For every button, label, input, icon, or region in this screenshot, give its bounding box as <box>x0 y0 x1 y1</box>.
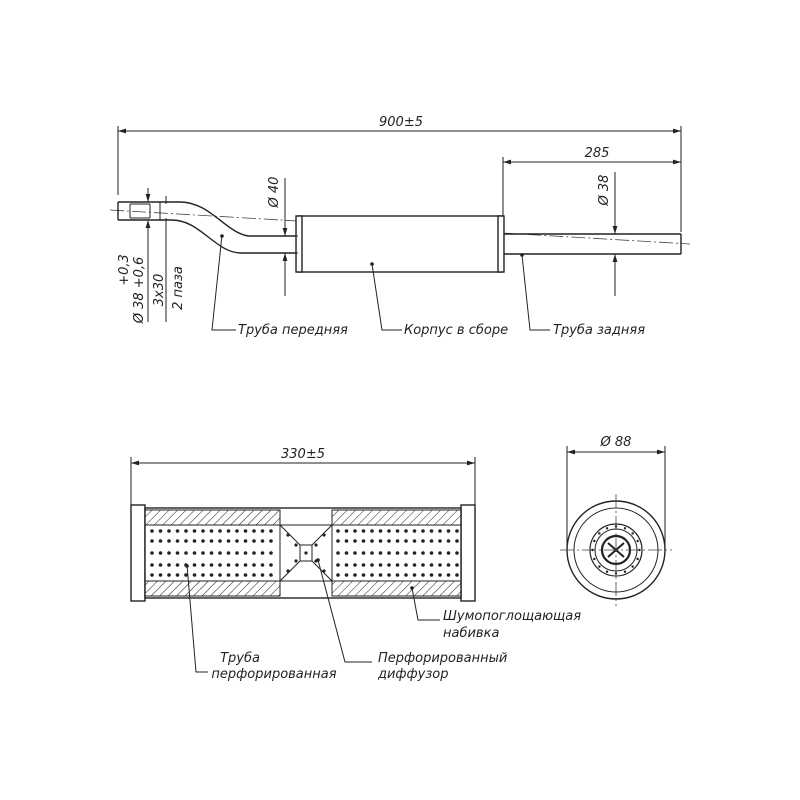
label-front-pipe: Труба передняя <box>238 323 348 338</box>
muffler-end-view <box>560 435 672 606</box>
packing-bottom-left <box>145 581 280 596</box>
muffler-section-view <box>131 447 581 682</box>
dim-rear-length-text: 285 <box>584 146 610 161</box>
label-body: Корпус в сборе <box>404 323 509 338</box>
label-perf-pipe-line2: перфорированная <box>211 667 337 682</box>
packing-bottom-right <box>332 581 461 596</box>
dim-inlet-diameter-text: Ø 38 +0,6 <box>132 256 147 324</box>
dim-dia-middle-text: Ø 40 <box>267 176 282 208</box>
dim-end-diameter-text: Ø 88 <box>600 435 632 450</box>
assembly-side-view <box>110 115 690 338</box>
label-packing-line1: Шумопоглощающая <box>443 609 582 624</box>
packing-top-right <box>332 510 461 525</box>
label-perf-pipe-line1: Труба <box>220 651 260 666</box>
perforated-diffuser <box>280 525 332 581</box>
front-pipe <box>118 202 298 253</box>
label-diffuser-line2: диффузор <box>378 667 449 682</box>
muffler-body <box>296 216 504 272</box>
dim-overall-text: 900±5 <box>379 115 423 130</box>
label-rear-pipe: Труба задняя <box>553 323 646 338</box>
dim-dia-rear-text: Ø 38 <box>597 174 612 206</box>
dim-slots-size-text: 3x30 <box>152 273 167 307</box>
packing-top-left <box>145 510 280 525</box>
dim-section-length-text: 330±5 <box>281 447 325 462</box>
rear-pipe <box>504 234 681 254</box>
dim-inlet-tolerance-text: +0,3 <box>117 254 132 286</box>
label-diffuser-line1: Перфорированный <box>378 651 508 666</box>
dim-slots-count-text: 2 паза <box>171 266 186 310</box>
label-packing-line2: набивка <box>443 626 500 641</box>
